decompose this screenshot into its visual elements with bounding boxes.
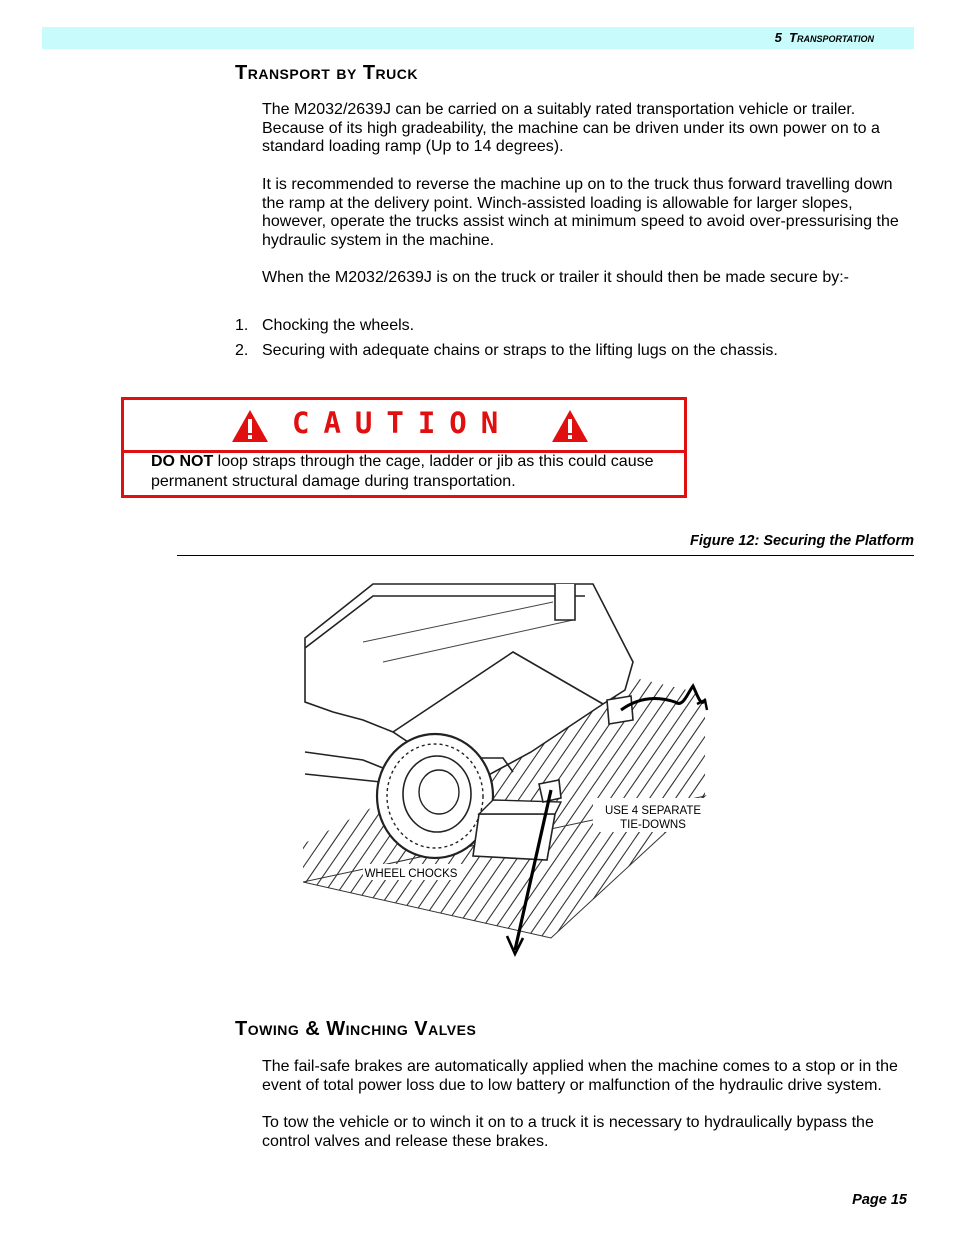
chapter-number: 5 [774,30,782,45]
list-number: 1. [235,317,249,334]
warning-triangle-icon [230,408,270,444]
section-title-towing: Towing & Winching Valves [235,1018,477,1040]
page-number: Page 15 [852,1192,907,1208]
caution-heading: CAUTION [292,406,513,440]
paragraph: When the M2032/2639J is on the truck or trailer it should then be made secure by:- [262,269,849,286]
warning-triangle-icon [550,408,590,444]
caution-text [151,452,671,492]
caution-header [124,400,684,453]
caution-box [121,397,687,498]
paragraph: The M2032/2639J can be carried on a suitably rated transportation vehicle or trailer. Because of its high gradeability, the machine can be driven under its own power on to a standard loading ramp (Up to 14 degrees). [262,101,880,156]
paragraph: The fail-safe brakes are automatically applied when the machine comes to a stop or in the event of total power loss due to low battery or malfunction of the hydraulic drive system. [262,1058,898,1094]
list-number: 2. [235,342,249,359]
list-item [235,317,414,335]
caption-rule [177,555,914,556]
figure-caption: Figure 12: Securing the Platform [690,533,914,549]
wheel-chocks-label: WHEEL CHOCKS [364,868,458,880]
tie-downs-label-line2: TIE-DOWNS [620,819,686,831]
list-item [235,342,778,360]
chapter-heading [775,30,874,45]
caution-message: loop straps through the cage, ladder or jib as this could cause permanent structural damage during transportation. [151,453,654,490]
caution-emphasis: DO NOT [151,453,214,470]
section-title-transport: Transport by Truck [235,62,418,84]
tie-downs-label-line1: USE 4 SEPARATE [604,805,702,817]
list-text: Chocking the wheels. [262,317,415,334]
list-text: Securing with adequate chains or straps to the lifting lugs on the chassis. [262,342,778,359]
chapter-header-bar [42,27,914,49]
paragraph: It is recommended to reverse the machine up on to the truck thus forward travelling down the ramp at the delivery point. Winch-assisted loading is allowable for larger slopes, however, operate the trucks assist winch at minimum speed to avoid over-pressurising the hydraulic system in the machine. [262,176,899,249]
paragraph: To tow the vehicle or to winch it on to a truck it is necessary to hydraulically bypass the control valves and release these brakes. [262,1114,874,1150]
chapter-title: Transportation [789,30,874,45]
platform-securing-illustration [303,582,711,960]
